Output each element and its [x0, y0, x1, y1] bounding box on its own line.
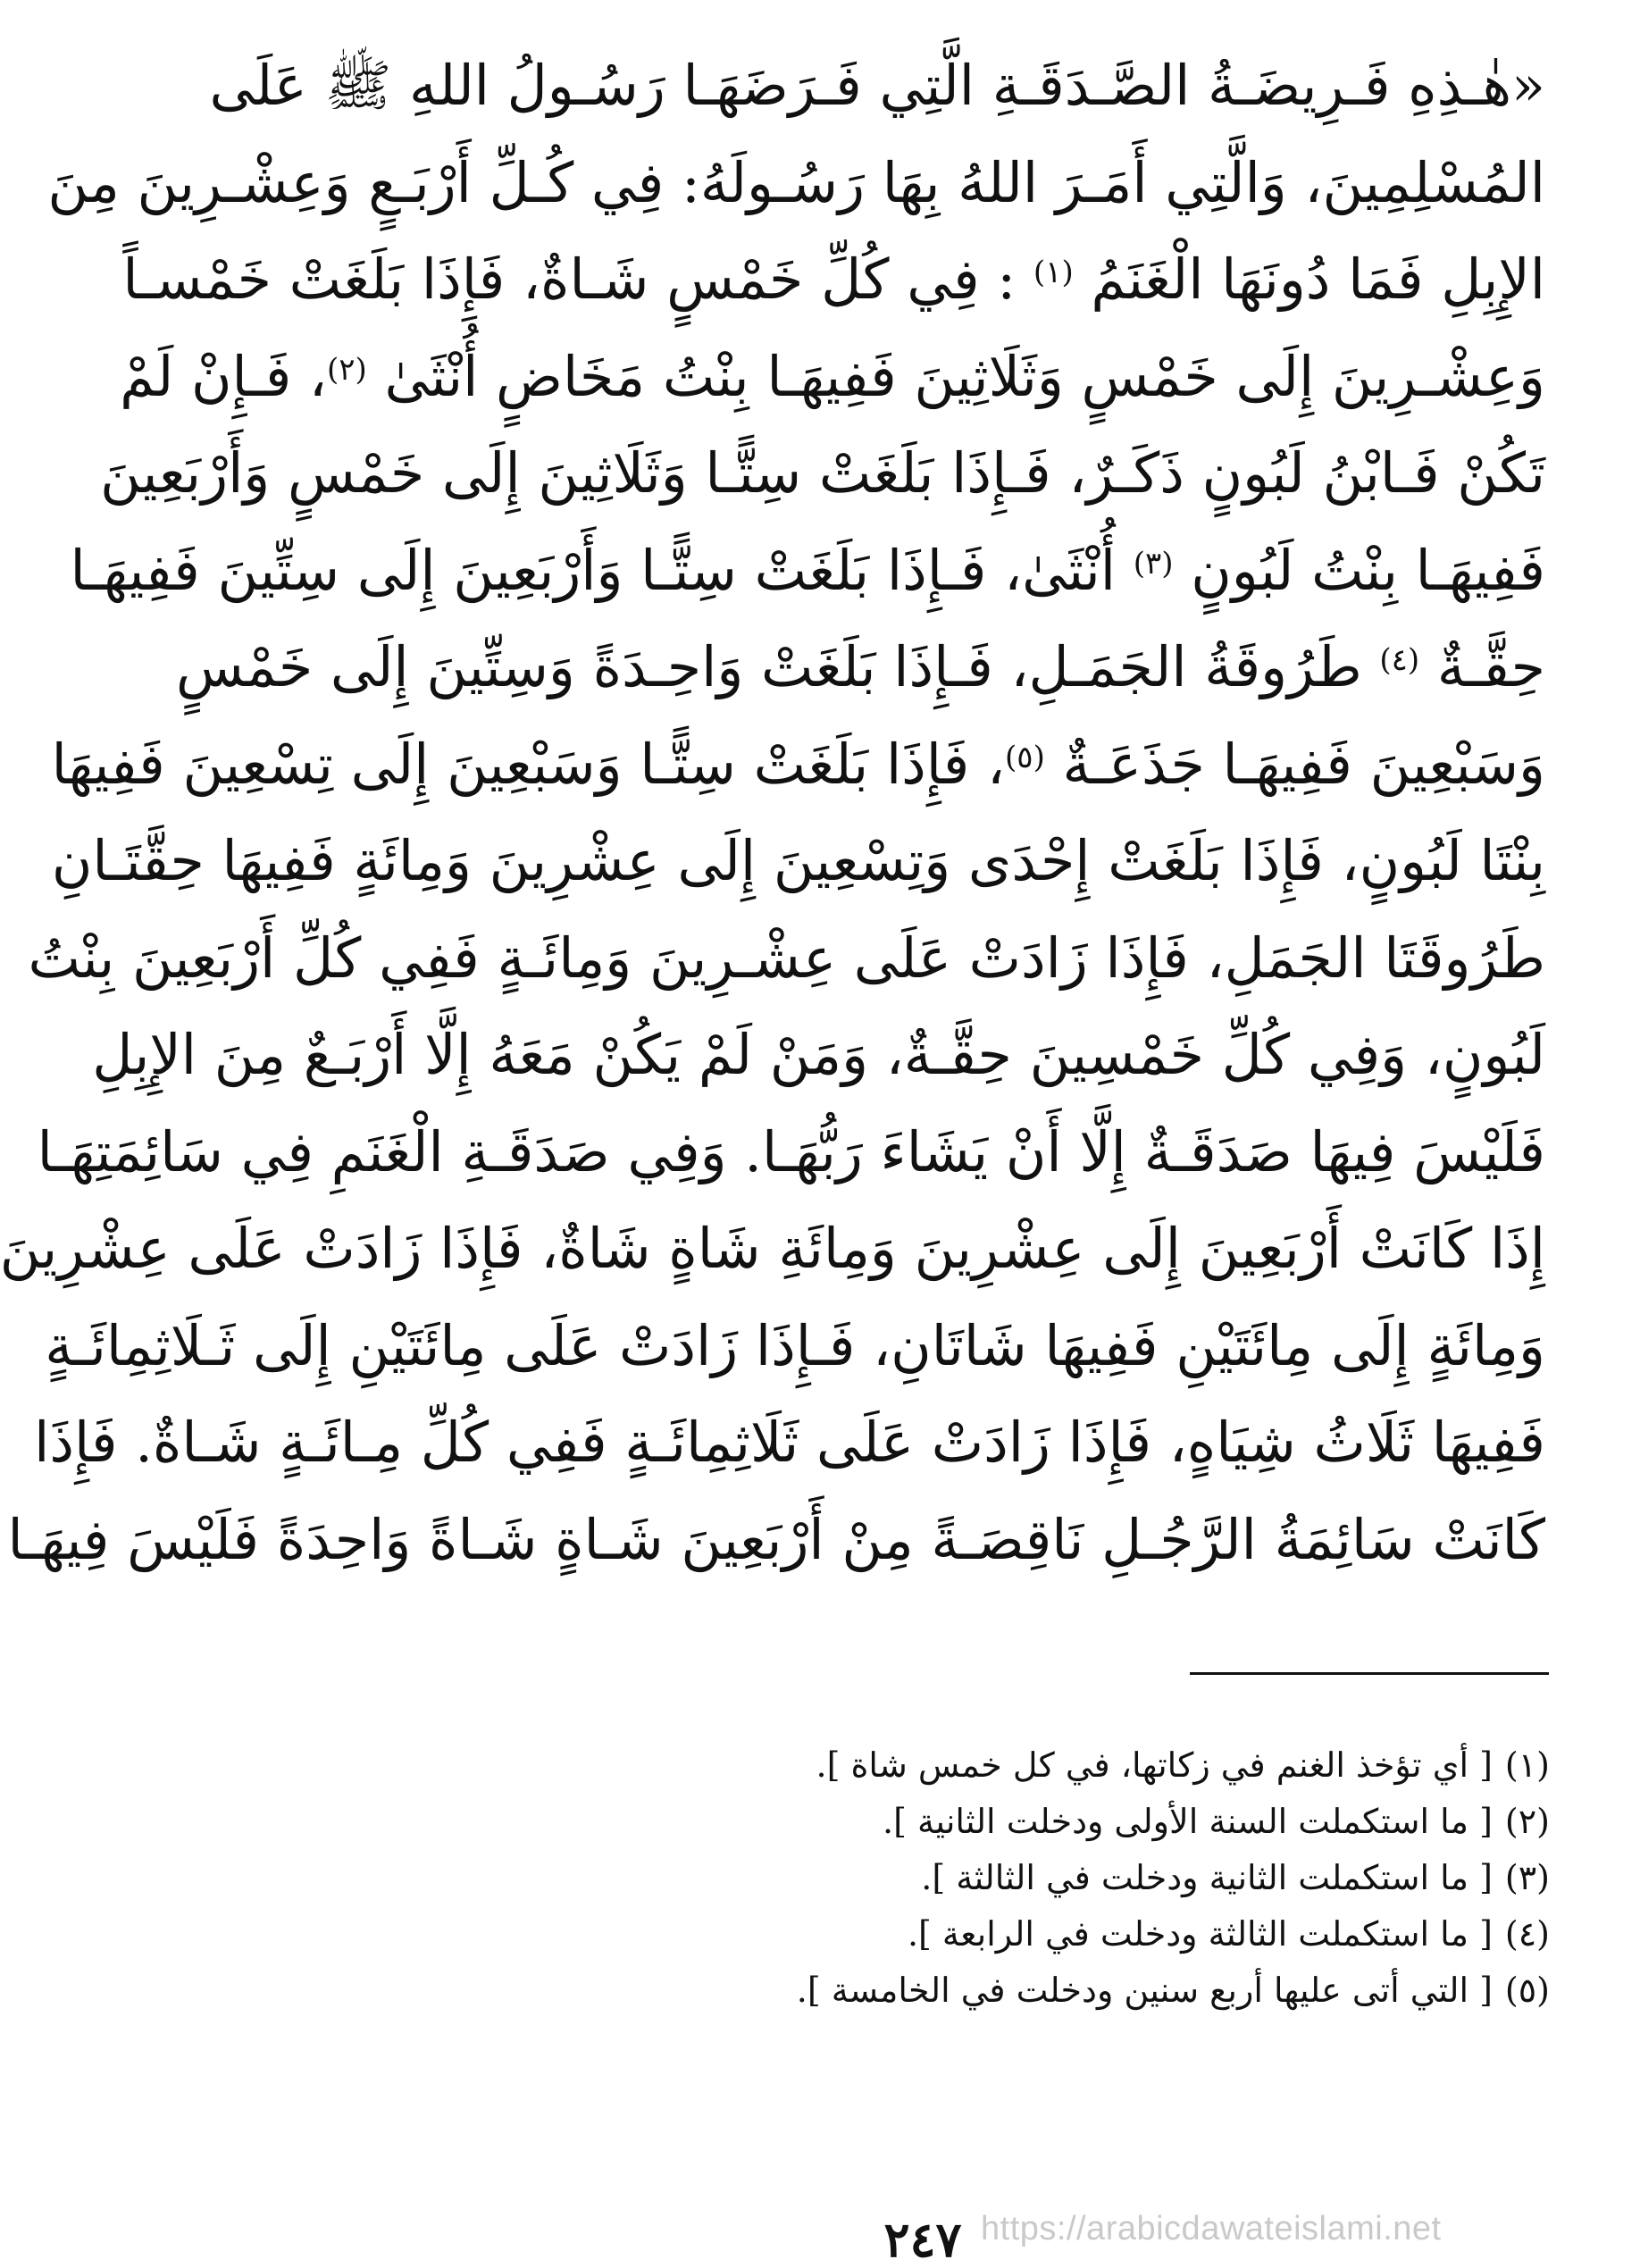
text-line: إِذَا كَانَتْ أَرْبَعِينَ إِلَى عِشْرِينَ وَمِائَةِ شَاةٍ شَاةٌ، فَإِذَا زَادَتْ عَلَى عِشْرِينَ	[0, 1216, 1545, 1281]
footnote-number: (٥)	[1504, 1971, 1550, 2010]
text-line: فَفِيهَا ثَلَاثُ شِيَاهٍ، فَإِذَا زَادَتْ عَلَى ثَلَاثِمِائَـةٍ فَفِي كُلِّ مِـائَـةٍ شَـاةٌ. فَإِذَا	[34, 1410, 1545, 1475]
text-line: بِنْتَا لَبُونٍ، فَإِذَا بَلَغَتْ إِحْدَى وَتِسْعِينَ إِلَى عِشْرِينَ وَمِائَةٍ فَفِيهَا حِقَّتَـانِ	[51, 828, 1545, 893]
text-segment: فَفِيهَـا بِنْتُ لَبُونٍ	[1191, 537, 1545, 603]
footnote	[616, 1794, 1550, 1850]
text-line	[175, 619, 1545, 716]
text-line: فَلَيْسَ فِيهَا صَدَقَـةٌ إِلَّا أَنْ يَشَاءَ رَبُّهَـا. وَفِي صَدَقَـةِ الْغَنَمِ فِي سَائِمَتِهَـا	[37, 1118, 1545, 1184]
text-segment: الإِبِلِ فَمَا دُونَهَا الْغَنَمُ	[1091, 247, 1545, 312]
footnote-marker: (٢)	[326, 351, 367, 388]
text-line: طَرُوقَتَا الجَمَلِ، فَإِذَا زَادَتْ عَلَى عِشْـرِينَ وَمِائَـةٍ فَفِي كُلِّ أَرْبَعِينَ بِنْتُ	[28, 925, 1545, 991]
footnote-text: [ ما استكملت الثالثة ودخلت في الرابعة ].	[907, 1914, 1493, 1954]
text-line	[120, 329, 1545, 426]
footnote	[616, 1850, 1550, 1906]
footnote-number: (٢)	[1504, 1802, 1550, 1841]
text-segment: أُنْثَىٰ، فَـإِذَا بَلَغَتْ سِتًّـا وَأَرْبَعِينَ إِلَى سِتِّينَ فَفِيهَـا	[70, 537, 1116, 603]
footnote	[616, 1906, 1550, 1963]
footnote-marker: (٤)	[1379, 642, 1420, 678]
text-line: كَانَتْ سَائِمَةُ الرَّجُـلِ نَاقِصَـةً مِنْ أَرْبَعِينَ شَـاةٍ شَـاةً وَاحِدَةً فَلَيْسَ فِيهَـا	[7, 1506, 1545, 1572]
text-line	[70, 523, 1545, 620]
footnote	[616, 1963, 1550, 2019]
page-number: ٢٤٧	[883, 2211, 962, 2268]
footnote-number: (١)	[1504, 1745, 1550, 1785]
text-line: تَكُنْ فَـابْنُ لَبُونٍ ذَكَـرٌ، فَـإِذَا بَلَغَتْ سِتًّـا وَثَلَاثِينَ إِلَى خَمْسٍ وَأَرْبَعِينَ	[100, 440, 1545, 506]
footnote-separator	[1190, 1672, 1549, 1675]
text-segment: وَعِشْـرِينَ إِلَى خَمْسٍ وَثَلَاثِينَ فَفِيهَـا بِنْتُ مَخَاضٍ أُنْثَىٰ	[384, 343, 1545, 409]
footnote-text: [ التي أتى عليها أربع سنين ودخلت في الخامسة ].	[796, 1971, 1493, 2010]
footnote-text: [ ما استكملت الثانية ودخلت في الثالثة ].	[921, 1858, 1493, 1897]
footnote-text: [ ما استكملت السنة الأولى ودخلت الثانية ].	[883, 1802, 1493, 1841]
watermark-url: https://arabicdawateislami.net	[981, 2210, 1442, 2247]
text-line	[122, 231, 1545, 329]
text-segment: ، فَـإِنْ لَمْ	[120, 343, 327, 409]
text-line: وَمِائَةٍ إِلَى مِائَتَيْنِ فَفِيهَا شَاتَانِ، فَـإِذَا زَادَتْ عَلَى مِائَتَيْنِ إِلَى ثَـلَاثِمِائَـةٍ	[45, 1312, 1545, 1378]
body-text	[0, 38, 1545, 1588]
text-segment: حِقَّـةٌ	[1436, 634, 1545, 699]
footnote	[616, 1737, 1550, 1794]
footnote-marker: (٥)	[1005, 739, 1045, 775]
footnote-number: (٤)	[1504, 1914, 1550, 1954]
text-segment: طَرُوقَةُ الجَمَـلِ، فَـإِذَا بَلَغَتْ وَاحِـدَةً وَسِتِّينَ إِلَى خَمْسٍ	[175, 634, 1362, 699]
text-line: «هٰـذِهِ فَـرِيضَـةُ الصَّـدَقَـةِ الَّتِي فَـرَضَهَـا رَسُـولُ اللهِ ﷺ عَلَى	[209, 53, 1545, 118]
text-line: لَبُونٍ، وَفِي كُلِّ خَمْسِينَ حِقَّـةٌ، وَمَنْ لَمْ يَكُنْ مَعَهُ إِلَّا أَرْبَـعٌ مِنَ الإِبِلِ	[92, 1022, 1545, 1087]
text-segment: وَسَبْعِينَ فَفِيهَـا جَذَعَـةٌ	[1062, 731, 1545, 797]
footnote-text: [ أي تؤخذ الغنم في زكاتها، في كل خمس شاة ].	[816, 1745, 1493, 1785]
footnote-marker: (٣)	[1133, 545, 1174, 582]
footnotes	[616, 1737, 1550, 2019]
footnote-number: (٣)	[1504, 1858, 1550, 1897]
text-segment: ، فَإِذَا بَلَغَتْ سِتًّـا وَسَبْعِينَ إِلَى تِسْعِينَ فَفِيهَا	[51, 731, 1006, 797]
text-segment: : فِي كُلِّ خَمْسٍ شَـاةٌ، فَإِذَا بَلَغَتْ خَمْسـاً	[122, 247, 1017, 312]
text-line	[51, 716, 1545, 814]
text-line: المُسْلِمِينَ، وَالَّتِي أَمَـرَ اللهُ بِهَا رَسُـولَهُ: فِي كُـلِّ أَرْبَـعٍ وَعِشْـرِينَ مِنَ	[47, 149, 1545, 215]
footnote-marker: (١)	[1033, 255, 1074, 290]
